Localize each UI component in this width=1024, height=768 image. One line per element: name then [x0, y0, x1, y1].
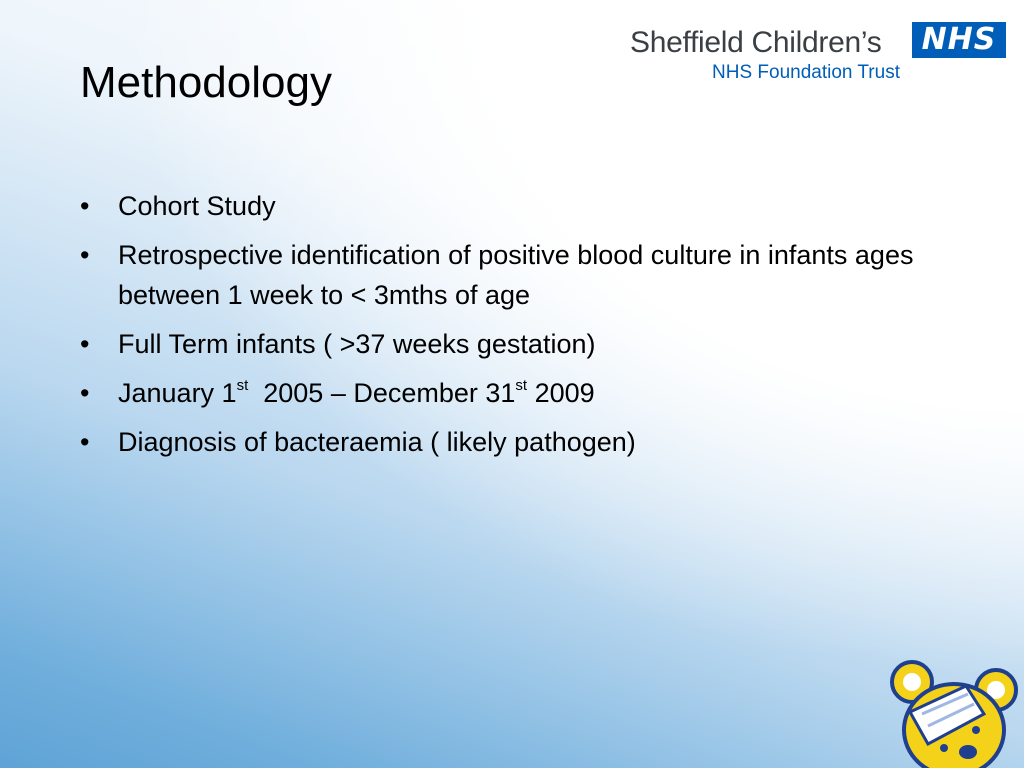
date-start-text: January 1: [118, 378, 237, 408]
bullet-item-dates: [80, 373, 960, 413]
bullet-text: [118, 378, 595, 408]
bullet-text: Retrospective identification of positive blood culture in infants ages between 1 week to < 3mths of age: [118, 240, 914, 310]
ordinal-suffix: st: [515, 377, 528, 394]
bear-mascot-icon: [888, 652, 1024, 768]
bullet-item: [80, 186, 960, 226]
bullet-marker: •: [80, 378, 90, 408]
date-end-text: 2009: [527, 378, 595, 408]
date-range-text: 2005 – December 31: [248, 378, 516, 408]
bullet-text: Cohort Study: [118, 191, 276, 221]
bullet-text: Full Term infants ( >37 weeks gestation): [118, 329, 596, 359]
bullet-item: [80, 422, 960, 462]
trust-logo-subtitle: NHS Foundation Trust: [712, 62, 900, 83]
nhs-badge: NHS: [912, 22, 1006, 58]
bullet-item: [80, 324, 960, 364]
bullet-marker: •: [80, 240, 90, 270]
bullet-marker: •: [80, 427, 90, 457]
bullet-text: Diagnosis of bacteraemia ( likely pathogen): [118, 427, 636, 457]
bullet-marker: •: [80, 191, 90, 221]
slide-title: Methodology: [80, 58, 332, 107]
ordinal-suffix: st: [236, 377, 249, 394]
bullet-marker: •: [80, 329, 90, 359]
bullet-item: [80, 235, 960, 315]
bullet-list: [80, 186, 960, 471]
trust-logo-name: Sheffield Children’s: [630, 26, 882, 59]
trust-logo: [630, 22, 1008, 86]
